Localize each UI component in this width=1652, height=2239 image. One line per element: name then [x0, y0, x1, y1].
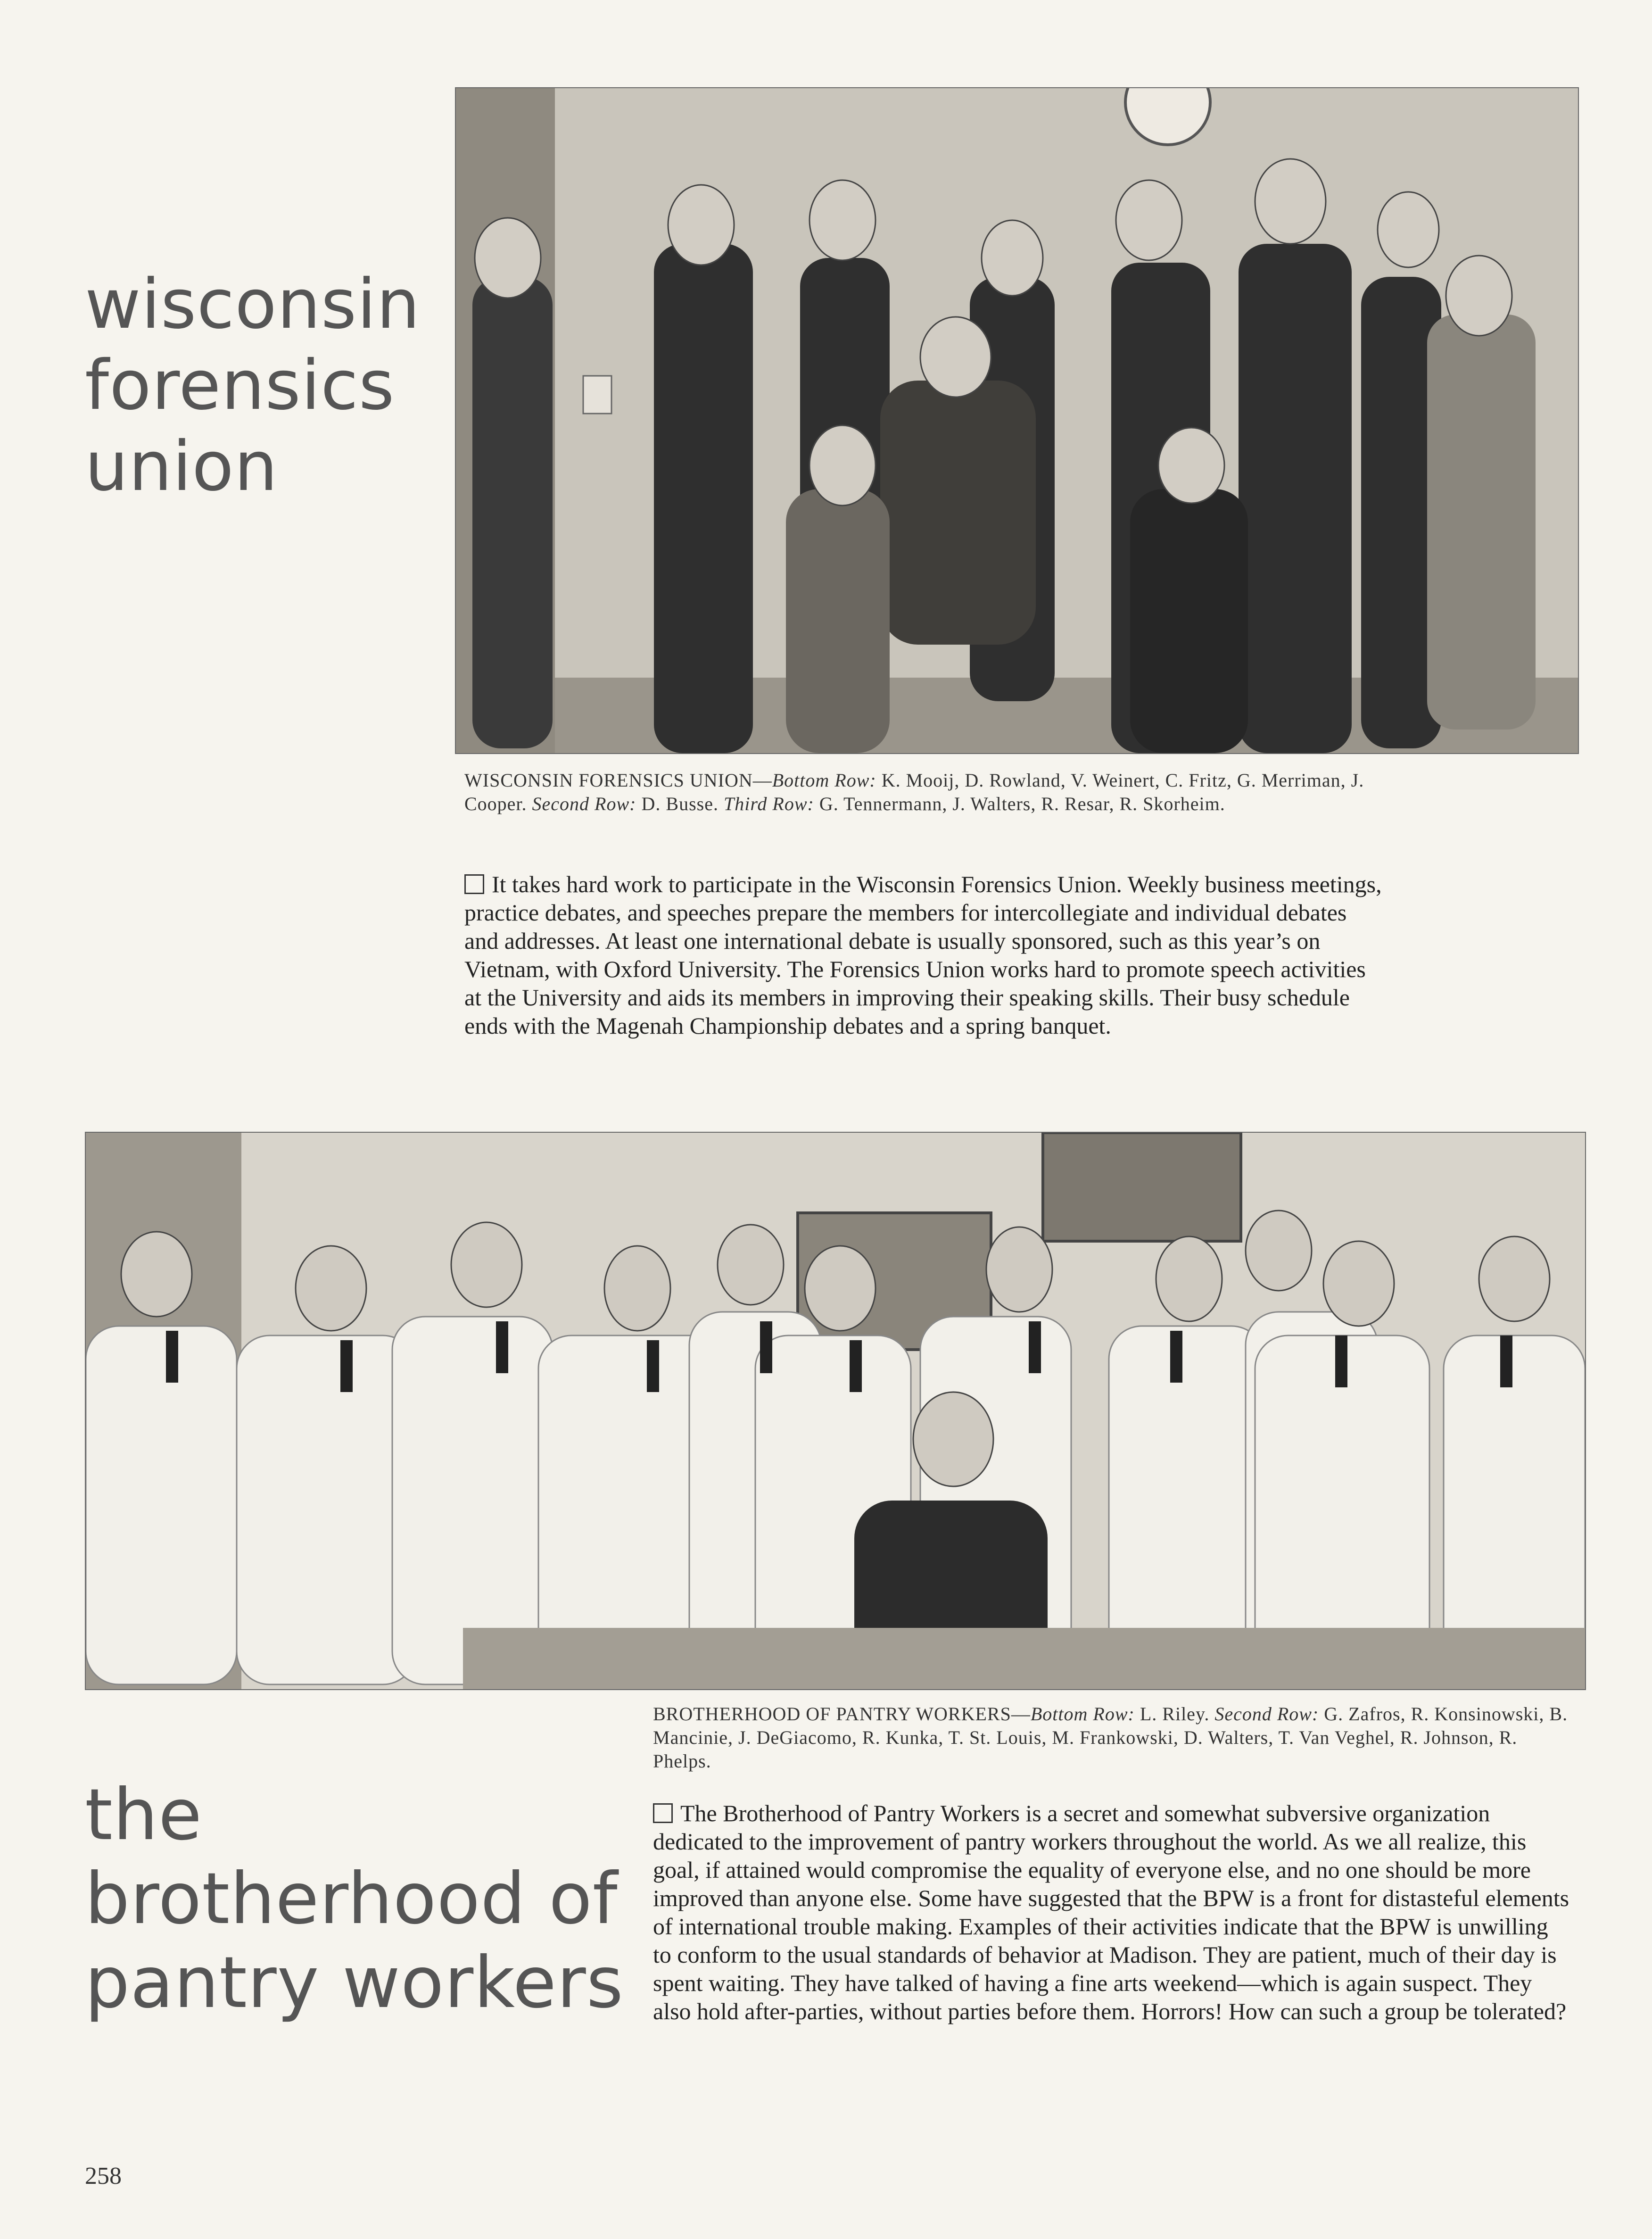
caption-names: G. Tennermann, J. Walters, R. Resar, R. Skorheim.: [814, 793, 1225, 814]
headline-line: brotherhood of: [85, 1858, 618, 1940]
wall-painting: [1043, 1133, 1241, 1241]
pantry-workers-group-photo: [85, 1132, 1586, 1690]
caption-names: K. Mooij, D. Rowland, V. Weinert, C. Fritz, G. Merriman, J. Cooper.: [464, 770, 1364, 814]
bullet-box-icon: [653, 1803, 673, 1823]
forensics-description-text: It takes hard work to participate in the Wisconsin Forensics Union. Weekly business meetings, practice debates, and speeches prepare the members for intercollegiate and individual debates and addresses. At least one international debate is usually sponsored, such as this year’s on Vietnam, with Oxford University. The Forensics Union works hard to promote speech activities at the University and aids its members in improving their speaking skills. Their busy schedule ends with the Magenah Championship debates and a spring banquet.: [464, 871, 1382, 1039]
caption-row-label: Bottom Row:: [1030, 1703, 1135, 1725]
headline-line: wisconsin: [85, 265, 421, 344]
forensics-description: [464, 870, 1384, 1040]
caption-row-label: Third Row:: [723, 793, 814, 814]
forensics-photo-caption: [464, 769, 1388, 816]
caption-row-label: Second Row:: [1214, 1703, 1319, 1725]
bullet-box-icon: [464, 874, 484, 894]
caption-names: G. Zafros, R. Konsinowski, B. Mancinie, J. DeGiacomo, R. Kunka, T. St. Louis, M. Frankowski, D. Walters, T. Van Veghel, R. Johnson, R. Phelps.: [653, 1703, 1568, 1772]
caption-names: D. Busse.: [636, 793, 724, 814]
section-headline-pantry-workers: [85, 1773, 624, 2025]
headline-line: forensics: [85, 346, 395, 425]
pantry-workers-description-text: The Brotherhood of Pantry Workers is a secret and somewhat subversive organization dedicated to the improvement of pantry workers throughout the world. As we all realize, this goal, if attained would compromise the equality of everyone else, and no one should be more improved than anyone else. Some have suggested that the BPW is a front for distasteful elements of international trouble making. Examples of their activities indicate that the BPW is unwilling to conform to the usual standards of behavior at Madison. They are patient, much of their day is spent waiting. They have talked of having a fine arts weekend—which is again suspect. They also hold after-parties, without parties before them. Horrors! How can such a group be tolerated?: [653, 1800, 1569, 2024]
page-number: 258: [85, 2163, 122, 2189]
group-photo-illustration: [86, 1133, 1585, 1689]
headline-line: pantry workers: [85, 1942, 624, 2024]
caption-row-label: Second Row:: [532, 793, 636, 814]
forensics-union-group-photo: [455, 87, 1579, 754]
caption-title: WISCONSIN FORENSICS UNION—: [464, 770, 772, 791]
group-photo-illustration: [456, 88, 1578, 753]
headline-line: the: [85, 1774, 203, 1856]
caption-names: L. Riley.: [1134, 1703, 1215, 1725]
pantry-workers-description: [653, 1799, 1572, 2025]
pantry-workers-photo-caption: [653, 1702, 1577, 1773]
caption-title: BROTHERHOOD OF PANTRY WORKERS—: [653, 1703, 1031, 1725]
caption-row-label: Bottom Row:: [772, 770, 876, 791]
section-headline-forensics: [85, 264, 421, 507]
headline-line: union: [85, 427, 278, 506]
